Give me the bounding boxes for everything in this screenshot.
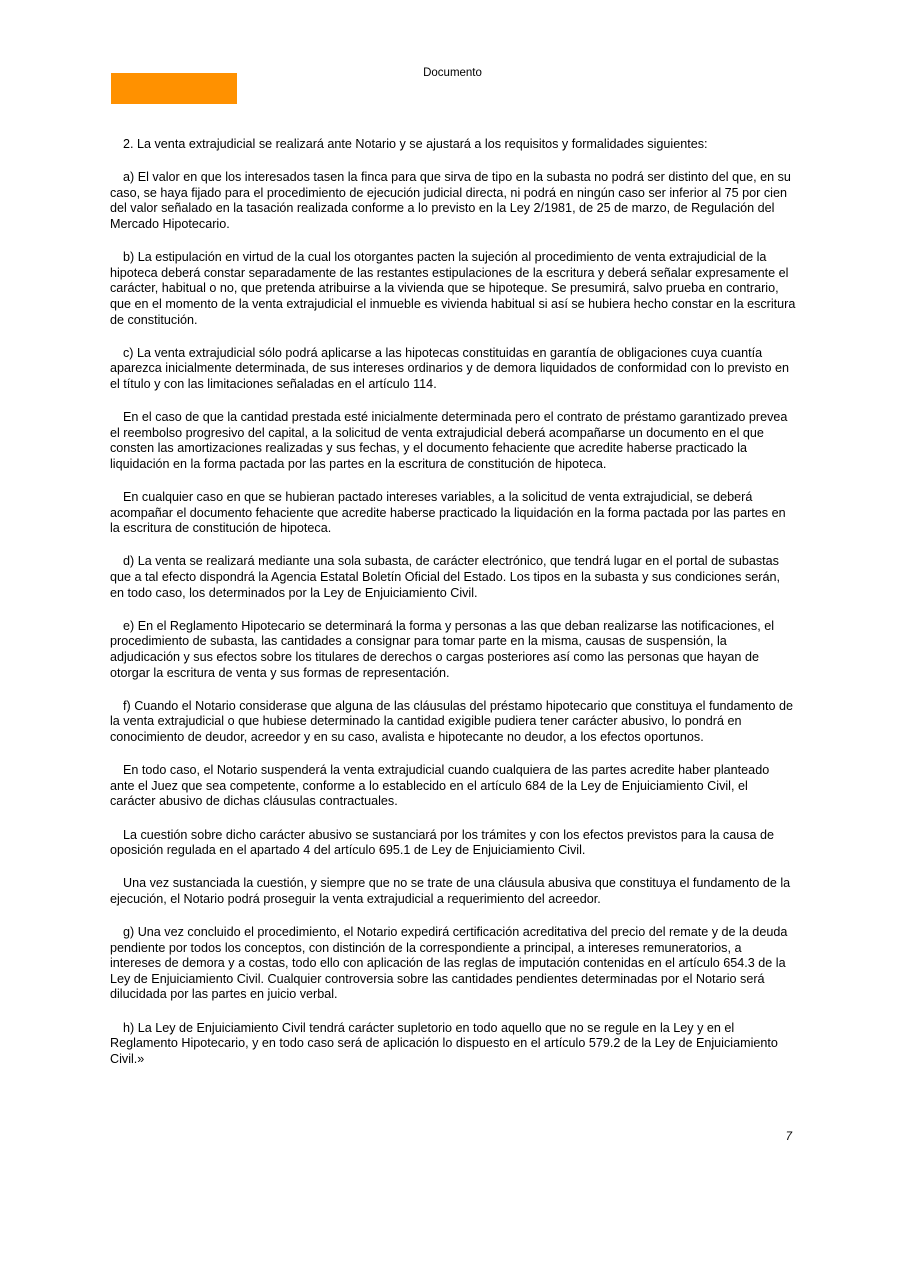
header-title: Documento <box>423 67 482 79</box>
paragraph-c-amortization: En el caso de que la cantidad prestada esté inicialmente determinada pero el contrato de préstamo garantizado prevea el reembolso progresivo del capital, a la solicitud de venta extrajudicial deberá acompañarse un documento en el que consten las amortizaciones realizadas y sus fechas, y el documento fehaciente que acredite haberse practicado la liquidación en la forma pactada por las partes en la escritura de constitución de hipoteca. <box>110 410 788 471</box>
paragraph-g: g) Una vez concluido el procedimiento, el Notario expedirá certificación acreditativa del precio del remate y de la deuda pendiente por todos los conceptos, con distinción de la correspondiente a principal, a intereses remuneratorios, a intereses de demora y a costas, todo ello con aplicación de las reglas de imputación contenidas en el artículo 654.3 de la Ley de Enjuiciamiento Civil. Cualquier controversia sobre las cantidades pendientes determinadas por el Notario será dilucidada por las partes en juicio verbal. <box>110 925 788 1002</box>
paragraph-f-continuation: Una vez sustanciada la cuestión, y siempre que no se trate de una cláusula abusiva que constituya el fundamento de la ejecución, el Notario podrá proseguir la venta extrajudicial a requerimiento del acreedor. <box>110 876 791 906</box>
document-body <box>110 137 796 1085</box>
paragraph-2: 2. La venta extrajudicial se realizará ante Notario y se ajustará a los requisitos y formalidades siguientes: <box>123 137 708 151</box>
paragraph-c: c) La venta extrajudicial sólo podrá aplicarse a las hipotecas constituidas en garantía de obligaciones cuya cuantía aparezca inicialmente determinada, de sus intereses ordinarios y de demora liquidados de conformidad con lo previsto en el título y con las limitaciones señaladas en el artículo 114. <box>110 345 790 391</box>
paragraph-f: f) Cuando el Notario considerase que alguna de las cláusulas del préstamo hipotecario que constituya el fundamento de la venta extrajudicial o que hubiese determinado la cantidad exigible pudiera tener carácter abusivo, lo pondrá en conocimiento de deudor, acreedor y en su caso, avalista e hipotecante no deudor, a los efectos oportunos. <box>110 698 793 744</box>
page-number: 7 <box>785 1131 792 1143</box>
paragraph-d: d) La venta se realizará mediante una sola subasta, de carácter electrónico, que tendrá lugar en el portal de subastas que a tal efecto dispondrá la Agencia Estatal Boletín Oficial del Estado. Los tipos en la subasta y sus condiciones serán, en todo caso, los determinados por la Ley de Enjuiciamiento Civil. <box>110 554 780 600</box>
paragraph-f-abusive-character: La cuestión sobre dicho carácter abusivo se sustanciará por los trámites y con los efectos previstos para la causa de oposición regulada en el apartado 4 del artículo 695.1 de Ley de Enjuiciamiento Civil. <box>110 827 775 858</box>
paragraph-h: h) La Ley de Enjuiciamiento Civil tendrá carácter supletorio en todo aquello que no se regule en la Ley y en el Reglamento Hipotecario, y en todo caso será de aplicación lo dispuesto en el artículo 579.2 de la Ley de Enjuiciamiento Civil.» <box>110 1020 778 1066</box>
paragraph-e: e) En el Reglamento Hipotecario se determinará la forma y personas a las que deban realizarse las notificaciones, el procedimiento de subasta, las cantidades a consignar para tomar parte en la misma, causas de suspensión, la adjudicación y sus efectos sobre los titulares de derechos o cargas posteriores así como las personas que hayan de otorgar la escritura de venta y sus formas de representación. <box>110 618 775 680</box>
paragraph-f-suspension: En todo caso, el Notario suspenderá la venta extrajudicial cuando cualquiera de las partes acredite haber planteado ante el Juez que sea competente, conforme a lo establecido en el artículo 684 de la Ley de Enjuiciamiento Civil, el carácter abusivo de dichas cláusulas contractuales. <box>110 763 770 809</box>
paragraph-b: b) La estipulación en virtud de la cual los otorgantes pacten la sujeción al procedimiento de venta extrajudicial de la hipoteca deberá constar separadamente de las restantes estipulaciones de la escritura y deberá señalar expresamente el carácter, habitual o no, que pretenda atribuirse a la vivienda que se hipoteque. Se presumirá, salvo prueba en contrario, que en el momento de la venta extrajudicial el inmueble es vivienda habitual si así se hubiera hecho constar en la escritura de constitución. <box>110 250 796 327</box>
paragraph-a: a) El valor en que los interesados tasen la finca para que sirva de tipo en la subasta no podrá ser distinto del que, en su caso, se haya fijado para el procedimiento de ejecución judicial directa, ni podrá en ningún caso ser inferior al 75 por cien del valor señalado en la tasación realizada conforme a lo previsto en la Ley 2/1981, de 25 de marzo, de Regulación del Mercado Hipotecario. <box>110 170 791 231</box>
paragraph-c-variable-interest: En cualquier caso en que se hubieran pactado intereses variables, a la solicitud de venta extrajudicial, se deberá acompañar el documento fehaciente que acredite haberse practicado la liquidación en la forma pactada por las partes en la escritura de constitución de hipoteca. <box>110 490 786 536</box>
